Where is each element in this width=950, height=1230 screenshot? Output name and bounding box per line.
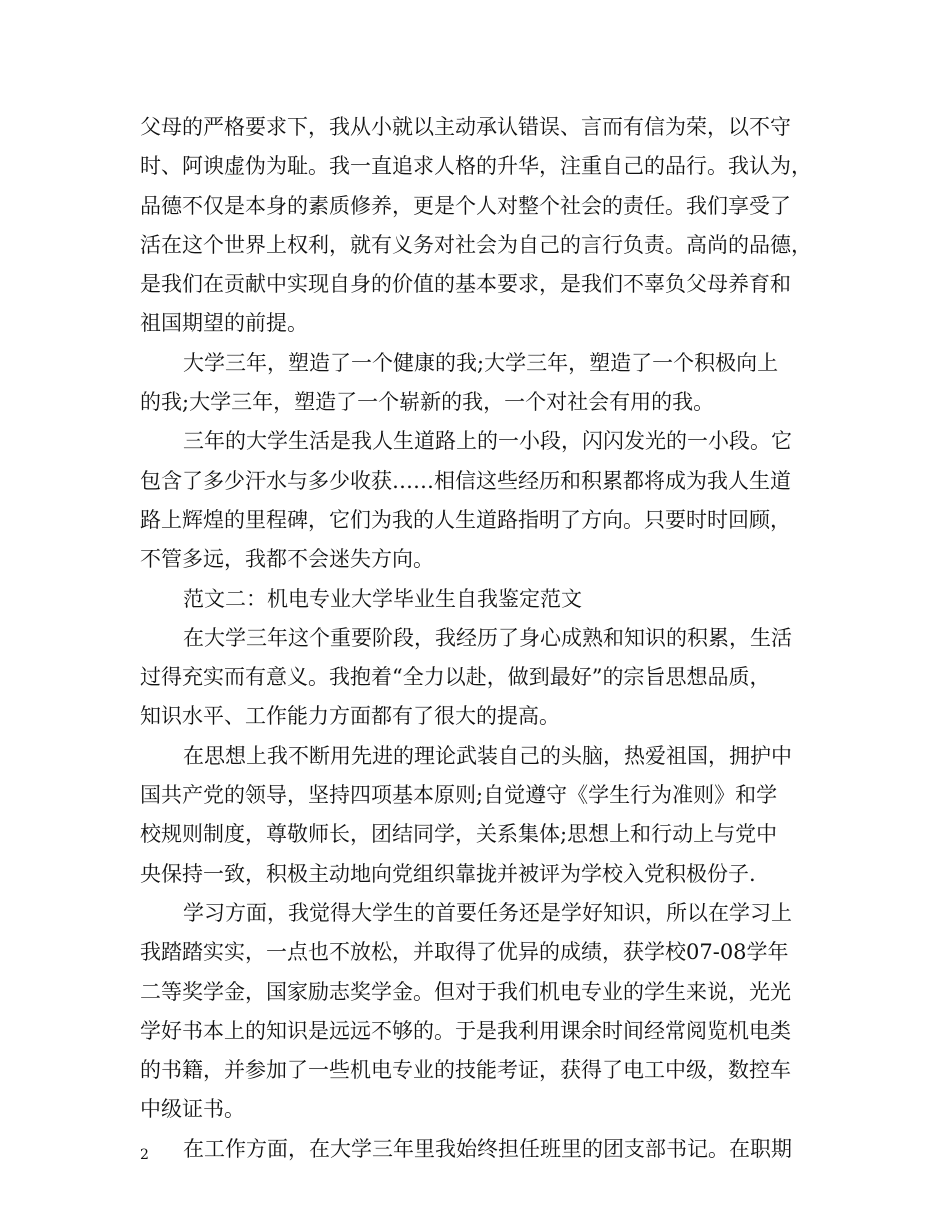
text-line: 时、阿谀虚伪为耻。我一直追求人格的升华，注重自己的品行。我认为， — [140, 154, 812, 179]
text-line: 的我;大学三年，塑造了一个崭新的我，一个对社会有用的我。 — [140, 390, 715, 415]
text-line: 学好书本上的知识是远远不够的。于是我利用课余时间经常阅览机电类 — [140, 1018, 791, 1043]
text-line: 在工作方面，在大学三年里我始终担任班里的团支部书记。在职期 — [183, 1136, 792, 1161]
text-line: 品德不仅是本身的素质修养，更是个人对整个社会的责任。我们享受了 — [140, 193, 791, 218]
text-line: 知识水平、工作能力方面都有了很大的提高。 — [140, 704, 560, 729]
text-line: 中级证书。 — [140, 1097, 245, 1122]
page-number: 2 — [140, 1147, 149, 1163]
text-line: 学习方面，我觉得大学生的首要任务还是学好知识，所以在学习上 — [183, 900, 792, 925]
text-line: 大学三年，塑造了一个健康的我;大学三年，塑造了一个积极向上 — [183, 350, 779, 375]
text-line: 在思想上我不断用先进的理论武装自己的头脑，热爱祖国，拥护中 — [183, 743, 792, 768]
text-line: 过得充实而有意义。我抱着“全力以赴，做到最好”的宗旨思想品质， — [140, 665, 771, 690]
text-line: 二等奖学金，国家励志奖学金。但对于我们机电专业的学生来说，光光 — [140, 979, 791, 1004]
text-line: 国共产党的领导，坚持四项基本原则;自觉遵守《学生行为准则》和学 — [140, 783, 778, 808]
text-line: 央保持一致，积极主动地向党组织靠拢并被评为学校入党积极份子. — [140, 861, 756, 886]
document-body — [140, 108, 820, 1169]
text-line: 三年的大学生活是我人生道路上的一小段，闪闪发光的一小段。它 — [183, 429, 792, 454]
text-line: 我踏踏实实，一点也不放松，并取得了优异的成绩，获学校07-08学年 — [140, 940, 789, 965]
text-line: 是我们在贡献中实现自身的价值的基本要求，是我们不辜负父母养育和 — [140, 272, 791, 297]
section-heading: 范文二：机电专业大学毕业生自我鉴定范文 — [183, 586, 582, 611]
text-line: 路上辉煌的里程碑，它们为我的人生道路指明了方向。只要时时回顾， — [140, 507, 791, 532]
text-line: 在大学三年这个重要阶段，我经历了身心成熟和知识的积累，生活 — [183, 625, 792, 650]
text-line: 祖国期望的前提。 — [140, 311, 308, 336]
text-line: 的书籍，并参加了一些机电专业的技能考证，获得了电工中级，数控车 — [140, 1058, 791, 1083]
text-line: 不管多远，我都不会迷失方向。 — [140, 547, 434, 572]
text-line: 包含了多少汗水与多少收获……相信这些经历和积累都将成为我人生道 — [140, 468, 791, 493]
text-line: 校规则制度，尊敬师长，团结同学，关系集体;思想上和行动上与党中 — [140, 822, 778, 847]
text-line: 活在这个世界上权利，就有义务对社会为自己的言行负责。高尚的品德， — [140, 232, 812, 257]
text-line: 父母的严格要求下，我从小就以主动承认错误、言而有信为荣，以不守 — [140, 115, 791, 139]
